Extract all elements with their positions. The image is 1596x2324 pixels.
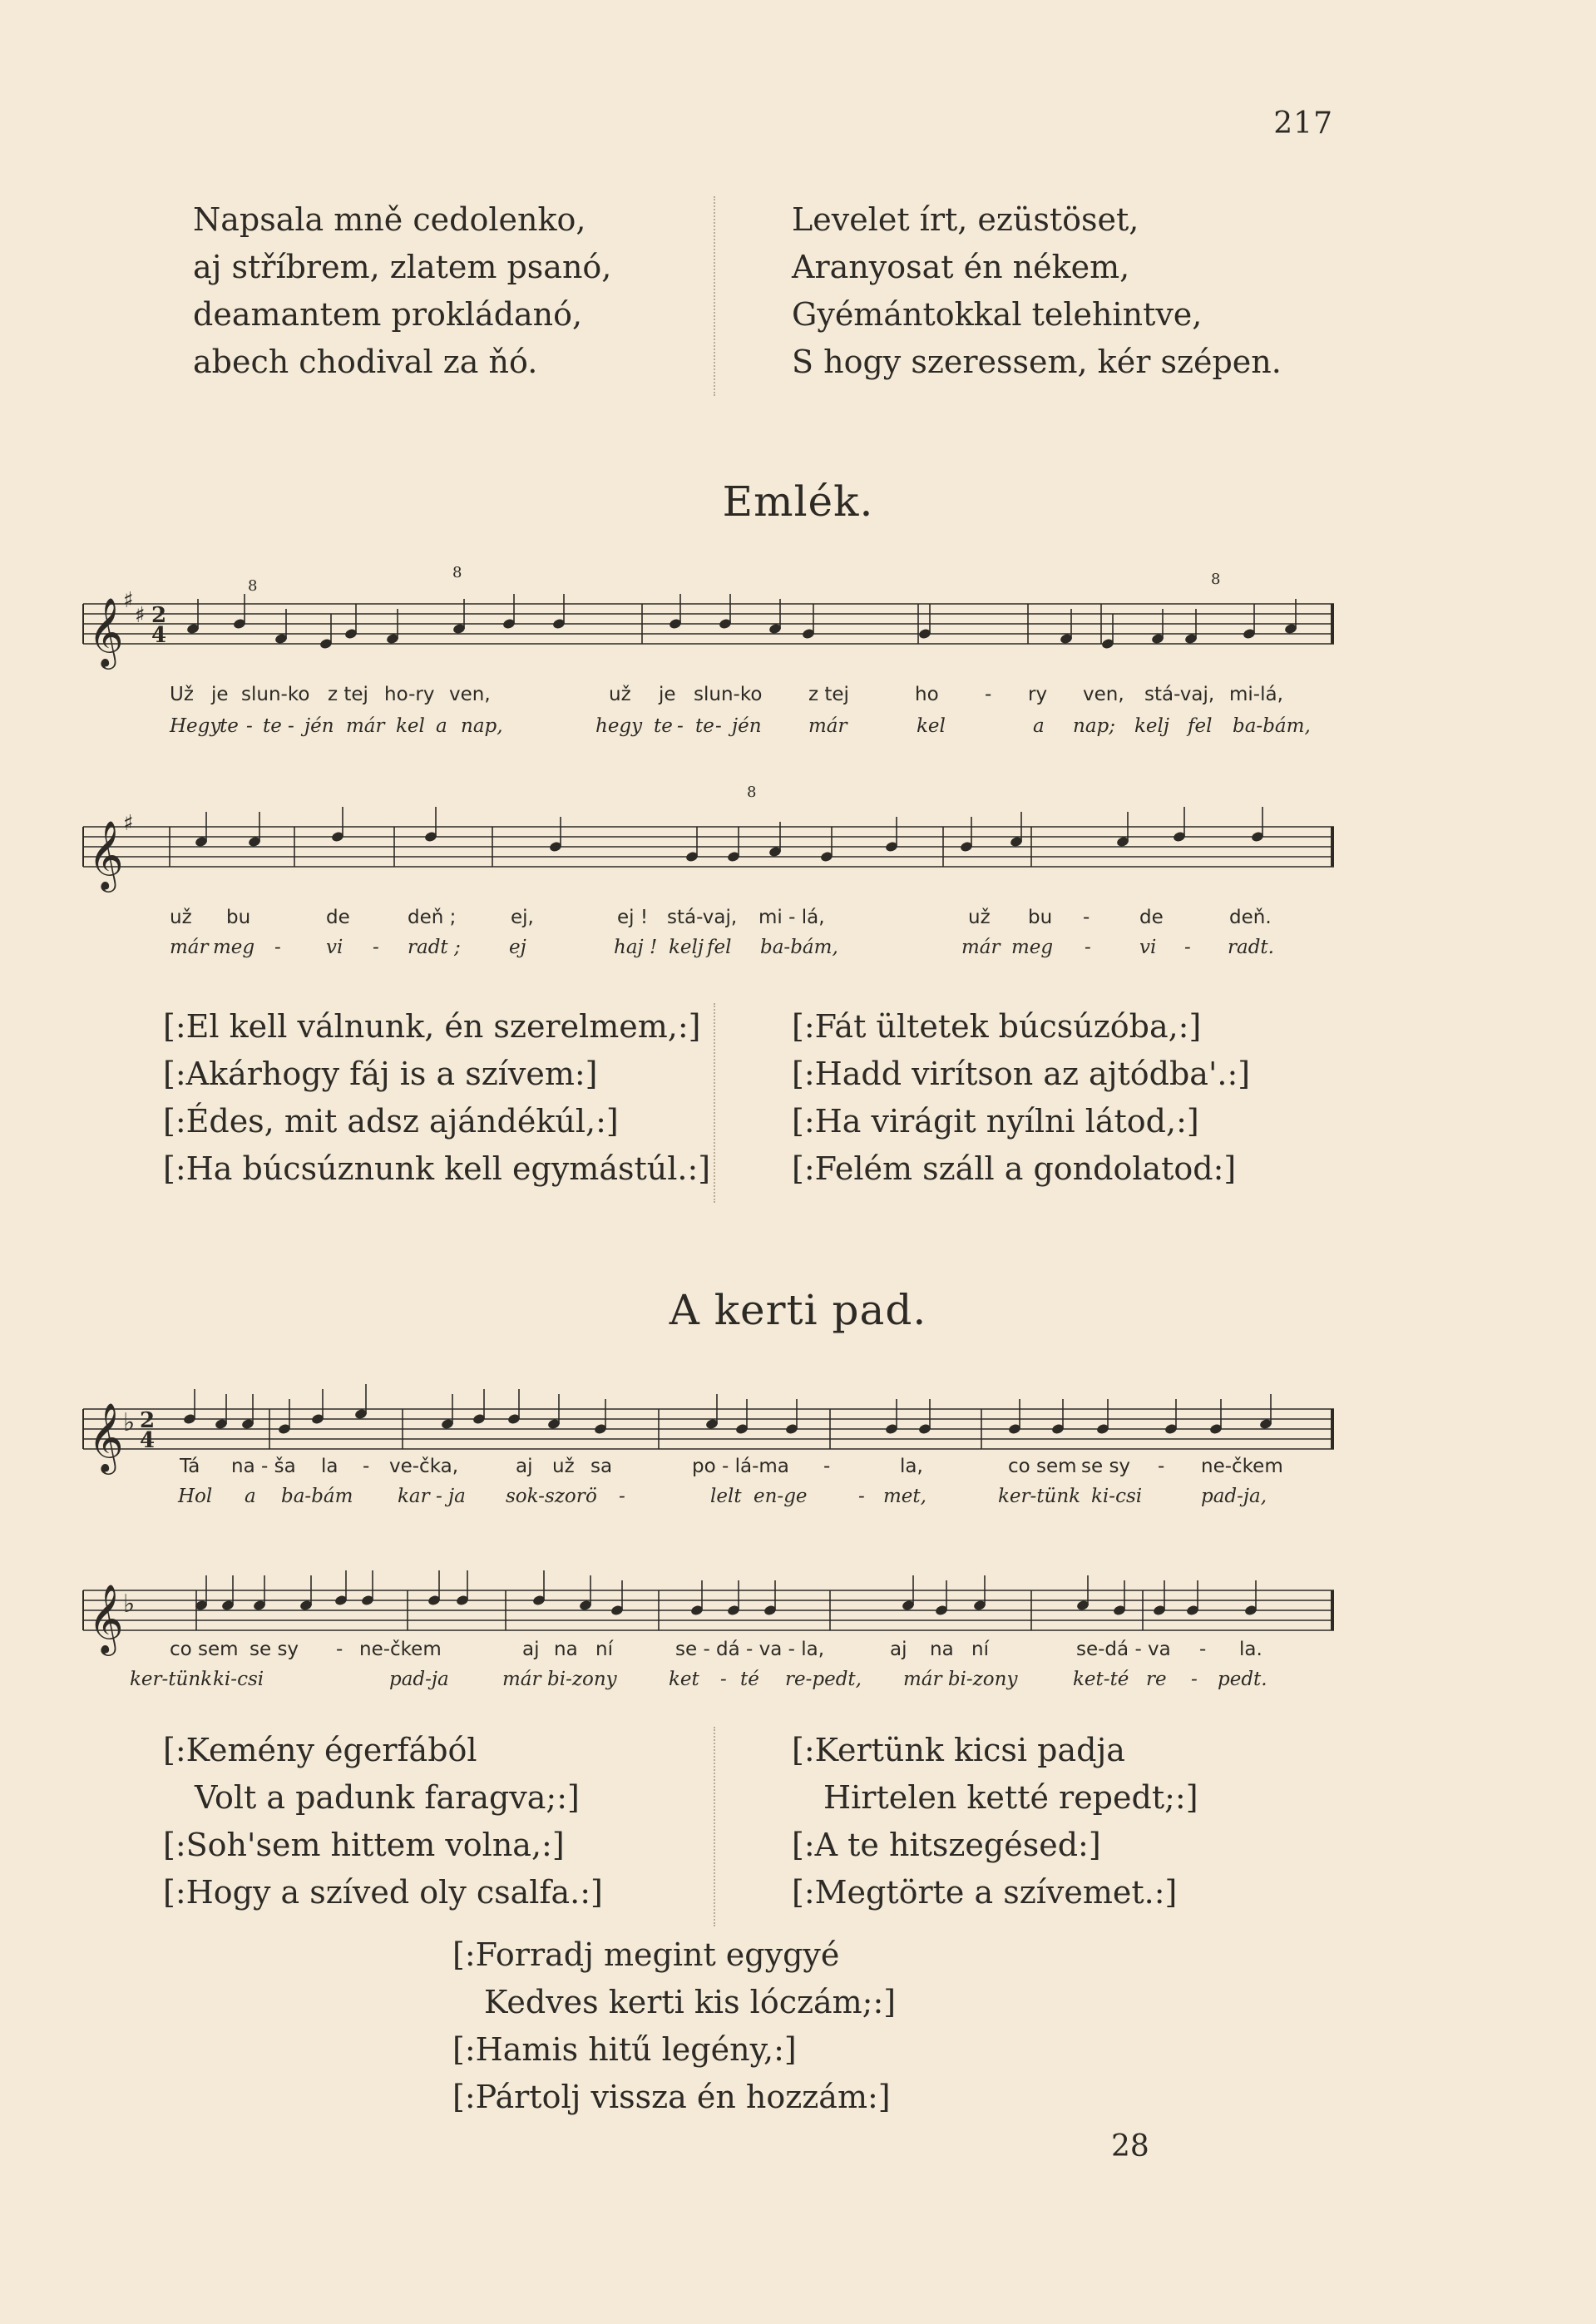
lyric-syllable: te xyxy=(654,715,673,737)
verse-line: [:Kertünk kicsi padja xyxy=(792,1732,1125,1768)
lyric-syllable: aj xyxy=(522,1639,540,1660)
time-signature-numerator: 2 xyxy=(151,603,167,628)
lyric-syllable: té xyxy=(740,1669,759,1690)
lyric-syllable: už xyxy=(170,907,192,928)
verse-line: Hirtelen ketté repedt;:] xyxy=(823,1779,1198,1816)
lyric-syllable: már xyxy=(502,1669,541,1690)
lyric-syllable: aj xyxy=(890,1639,907,1660)
lyric-syllable: už xyxy=(968,907,991,928)
lyric-syllable: te xyxy=(220,715,239,737)
music-staff xyxy=(77,784,1341,967)
lyric-syllable: na - ša xyxy=(231,1456,296,1477)
lyric-syllable: ne-čkem xyxy=(1201,1456,1283,1477)
octave-mark: 8 xyxy=(248,577,258,595)
lyric-syllable: mi-lá, xyxy=(1229,684,1283,705)
lyric-syllable: de xyxy=(1139,907,1164,928)
lyric-syllable: - xyxy=(619,1486,625,1507)
top-verse-left xyxy=(193,196,611,386)
lyric-syllable: je xyxy=(659,684,676,705)
verse-divider xyxy=(714,1727,715,1926)
song2-verse-left xyxy=(163,1727,603,1916)
lyric-syllable: bu xyxy=(226,907,251,928)
verse-line: [:Fát ültetek búcsúzóba,:] xyxy=(792,1008,1202,1045)
lyric-syllable: pad-ja xyxy=(389,1669,449,1690)
staff-lines xyxy=(77,561,1341,685)
verse-line: [:Akárhogy fáj is a szívem:] xyxy=(163,1056,598,1092)
lyric-syllable: bi-zony xyxy=(547,1669,617,1690)
verse-line: Volt a padunk faragva;:] xyxy=(195,1779,580,1816)
lyric-syllable: - xyxy=(720,1669,727,1690)
verse-line: aj stříbrem, zlatem psanó, xyxy=(193,249,612,285)
lyric-syllable: deň. xyxy=(1229,907,1272,928)
music-staff xyxy=(77,1366,1341,1549)
lyric-syllable: ry xyxy=(1028,684,1048,705)
lyric-syllable: te xyxy=(695,715,714,737)
octave-mark: 8 xyxy=(1211,571,1221,588)
verse-line: abech chodival za ňó. xyxy=(193,344,538,380)
lyric-syllable: fel xyxy=(1188,715,1213,737)
verse-divider xyxy=(714,196,715,396)
lyric-syllable: ba-bám, xyxy=(760,937,838,958)
lyric-syllable: je xyxy=(211,684,229,705)
treble-clef-icon: 𝄞 xyxy=(88,819,124,889)
lyric-syllable: - xyxy=(336,1639,343,1660)
time-signature-denominator: 4 xyxy=(151,623,167,648)
lyric-syllable: se sy xyxy=(1081,1456,1131,1477)
song-title: Emlék. xyxy=(722,477,874,526)
verse-line: [:A te hitszegésed:] xyxy=(792,1827,1101,1863)
lyric-syllable: kel xyxy=(917,715,946,737)
time-signature-numerator: 2 xyxy=(140,1408,156,1433)
lyric-syllable: la, xyxy=(900,1456,923,1477)
lyric-syllable: - xyxy=(715,715,722,737)
lyric-syllable: - xyxy=(363,1456,370,1477)
verse-line: Levelet írt, ezüstöset, xyxy=(792,201,1139,238)
lyric-syllable: la xyxy=(321,1456,338,1477)
verse-line: [:Hogy a szíved oly csalfa.:] xyxy=(163,1874,603,1911)
lyric-syllable: már bi-zony xyxy=(903,1669,1018,1690)
lyric-syllable: - xyxy=(1191,1669,1198,1690)
lyric-syllable: a xyxy=(1033,715,1045,737)
lyric-syllable: lelt xyxy=(710,1486,742,1507)
verse-divider xyxy=(714,1003,715,1203)
lyric-syllable: - xyxy=(677,715,684,737)
lyric-syllable: kelj xyxy=(1134,715,1170,737)
lyric-syllable: már xyxy=(170,937,209,958)
song2-verse-right xyxy=(792,1727,1198,1916)
lyric-syllable: de xyxy=(326,907,350,928)
lyric-syllable: ní xyxy=(971,1639,989,1660)
treble-clef-icon: 𝄞 xyxy=(88,1402,124,1471)
lyric-syllable: kel xyxy=(396,715,425,737)
flat-icon: ♭ xyxy=(123,1408,136,1437)
lyric-syllable: co sem xyxy=(1008,1456,1077,1477)
lyric-syllable: haj ! xyxy=(614,937,658,958)
lyric-syllable: ö xyxy=(586,1486,597,1507)
lyric-syllable: ho xyxy=(915,684,939,705)
lyric-syllable: jén xyxy=(732,715,762,737)
lyric-syllable: bu xyxy=(1028,907,1053,928)
lyric-syllable: pedt. xyxy=(1218,1669,1267,1690)
lyric-syllable: ej xyxy=(509,937,526,958)
song2-verse-center xyxy=(452,1931,896,2121)
lyric-syllable: már xyxy=(346,715,385,737)
lyric-syllable: hegy xyxy=(595,715,643,737)
lyric-syllable: se-dá - va xyxy=(1076,1639,1171,1660)
lyric-syllable: - xyxy=(288,715,294,737)
lyric-syllable: pad-ja, xyxy=(1201,1486,1267,1507)
lyric-syllable: už xyxy=(552,1456,575,1477)
verse-line: [:Kemény égerfából xyxy=(163,1732,477,1768)
lyric-syllable: ven, xyxy=(1083,684,1124,705)
lyric-syllable: - xyxy=(246,715,253,737)
lyric-syllable: vi xyxy=(326,937,343,958)
time-signature-denominator: 4 xyxy=(140,1428,156,1453)
lyric-syllable: - xyxy=(1085,937,1091,958)
song1-verse-right xyxy=(792,1003,1250,1193)
lyric-syllable: sa xyxy=(590,1456,613,1477)
lyric-syllable: már xyxy=(961,937,1001,958)
lyric-syllable: ven, xyxy=(449,684,491,705)
lyric-syllable: a xyxy=(436,715,447,737)
verse-line: [:Soh'sem hittem volna,:] xyxy=(163,1827,565,1863)
lyric-syllable: nap, xyxy=(461,715,503,737)
lyric-syllable: te xyxy=(263,715,282,737)
lyric-syllable: se sy xyxy=(250,1639,299,1660)
lyric-syllable: la. xyxy=(1239,1639,1262,1660)
lyric-syllable: vi xyxy=(1139,937,1157,958)
lyric-syllable: stá-vaj, xyxy=(667,907,738,928)
lyric-syllable: jén xyxy=(304,715,334,737)
lyric-syllable: - xyxy=(1158,1456,1165,1477)
lyric-syllable: ve-čka, xyxy=(389,1456,459,1477)
lyric-syllable: slun-ko xyxy=(241,684,310,705)
verse-line: Kedves kerti kis lóczám;:] xyxy=(484,1984,897,2020)
lyric-syllable: re xyxy=(1146,1669,1167,1690)
verse-line: deamantem prokládanó, xyxy=(193,296,583,333)
verse-line: [:Hamis hitű legény,:] xyxy=(452,2031,797,2068)
verse-line: [:Hadd virítson az ajtódba'.:] xyxy=(792,1056,1251,1092)
treble-clef-icon: 𝄞 xyxy=(88,596,124,666)
lyric-syllable: - xyxy=(373,937,379,958)
lyric-syllable: ket-té xyxy=(1073,1669,1129,1690)
verse-line: [:Pártolj vissza én hozzám:] xyxy=(452,2079,891,2115)
lyric-syllable: re-pedt, xyxy=(785,1669,862,1690)
lyric-syllable: kelj xyxy=(669,937,704,958)
sharp-icon: ♯ xyxy=(135,603,146,628)
lyric-syllable: fel xyxy=(707,937,732,958)
lyric-syllable: ba-bám xyxy=(281,1486,353,1507)
lyric-syllable: Už xyxy=(170,684,194,705)
lyric-syllable: mi - lá, xyxy=(758,907,825,928)
top-verse-right xyxy=(792,196,1282,386)
octave-mark: 8 xyxy=(452,564,462,581)
song1-verse-left xyxy=(163,1003,710,1193)
lyric-syllable: ker-tünk xyxy=(130,1669,213,1690)
lyric-syllable: ej, xyxy=(511,907,534,928)
lyric-syllable: a xyxy=(245,1486,256,1507)
lyric-syllable: se - dá - va - la, xyxy=(675,1639,825,1660)
lyric-syllable: na xyxy=(554,1639,578,1660)
lyric-syllable: kar - ja xyxy=(398,1486,466,1507)
lyric-syllable: aj xyxy=(516,1456,533,1477)
signature-number: 28 xyxy=(1111,2129,1149,2163)
lyric-syllable: slun-ko xyxy=(694,684,763,705)
lyric-syllable: už xyxy=(609,684,631,705)
lyric-syllable: ket xyxy=(669,1669,699,1690)
lyric-syllable: ne-čkem xyxy=(359,1639,442,1660)
sharp-icon: ♯ xyxy=(123,588,134,613)
lyric-syllable: ki-csi xyxy=(1091,1486,1143,1507)
lyric-syllable: deň ; xyxy=(408,907,457,928)
music-staff xyxy=(77,1547,1341,1730)
lyric-syllable: ba-bám, xyxy=(1233,715,1311,737)
verse-line: [:Ha virágit nyílni látod,:] xyxy=(792,1103,1199,1140)
verse-line: [:El kell válnunk, én szerelmem,:] xyxy=(163,1008,701,1045)
octave-mark: 8 xyxy=(747,784,757,801)
verse-line: [:Édes, mit adsz ajándékúl,:] xyxy=(163,1103,619,1140)
lyric-syllable: radt. xyxy=(1228,937,1274,958)
lyric-syllable: sok-szor xyxy=(506,1486,586,1507)
verse-line: S hogy szeressem, kér szépen. xyxy=(792,344,1282,380)
lyric-syllable: stá-vaj, xyxy=(1144,684,1215,705)
lyric-syllable: ej ! xyxy=(617,907,649,928)
verse-line: [:Felém száll a gondolatod:] xyxy=(792,1150,1237,1187)
music-staff xyxy=(77,561,1341,760)
verse-line: Gyémántokkal telehintve, xyxy=(792,296,1203,333)
verse-line: [:Forradj megint egygyé xyxy=(452,1936,840,1973)
lyric-syllable: en-ge xyxy=(754,1486,808,1507)
lyric-syllable: már xyxy=(808,715,847,737)
lyric-syllable: ker-tünk xyxy=(998,1486,1081,1507)
lyric-syllable: - xyxy=(858,1486,865,1507)
lyric-syllable: - xyxy=(1083,907,1090,928)
lyric-syllable: ní xyxy=(595,1639,613,1660)
verse-line: [:Ha búcsúznunk kell egymástúl.:] xyxy=(163,1150,711,1187)
lyric-syllable: Hol xyxy=(178,1486,213,1507)
treble-clef-icon: 𝄞 xyxy=(88,1583,124,1653)
lyric-syllable: - xyxy=(823,1456,831,1477)
staff-lines xyxy=(77,784,1341,908)
lyric-syllable: - xyxy=(1184,937,1191,958)
song-title: A kerti pad. xyxy=(669,1286,927,1334)
verse-line: [:Megtörte a szívemet.:] xyxy=(792,1874,1178,1911)
verse-line: Napsala mně cedolenko, xyxy=(193,201,586,238)
lyric-syllable: - xyxy=(985,684,992,705)
lyric-syllable: Hegy xyxy=(170,715,221,737)
verse-line: Aranyosat én nékem, xyxy=(792,249,1130,285)
lyric-syllable: meg xyxy=(213,937,255,958)
lyric-syllable: po - lá-ma xyxy=(692,1456,789,1477)
lyric-syllable: Tá xyxy=(180,1456,200,1477)
sharp-icon: ♯ xyxy=(123,811,134,836)
lyric-syllable: z tej xyxy=(328,684,368,705)
lyric-syllable: meg xyxy=(1011,937,1054,958)
lyric-syllable: radt ; xyxy=(408,937,461,958)
lyric-syllable: na xyxy=(930,1639,954,1660)
lyric-syllable: ho-ry xyxy=(384,684,435,705)
flat-icon: ♭ xyxy=(123,1590,136,1619)
lyric-syllable: met, xyxy=(883,1486,926,1507)
lyric-syllable: nap; xyxy=(1073,715,1115,737)
lyric-syllable: co sem xyxy=(170,1639,239,1660)
lyric-syllable: z tej xyxy=(808,684,849,705)
lyric-syllable: - xyxy=(1199,1639,1207,1660)
lyric-syllable: ki-csi xyxy=(213,1669,264,1690)
page-number: 217 xyxy=(1273,106,1333,141)
lyric-syllable: - xyxy=(274,937,281,958)
